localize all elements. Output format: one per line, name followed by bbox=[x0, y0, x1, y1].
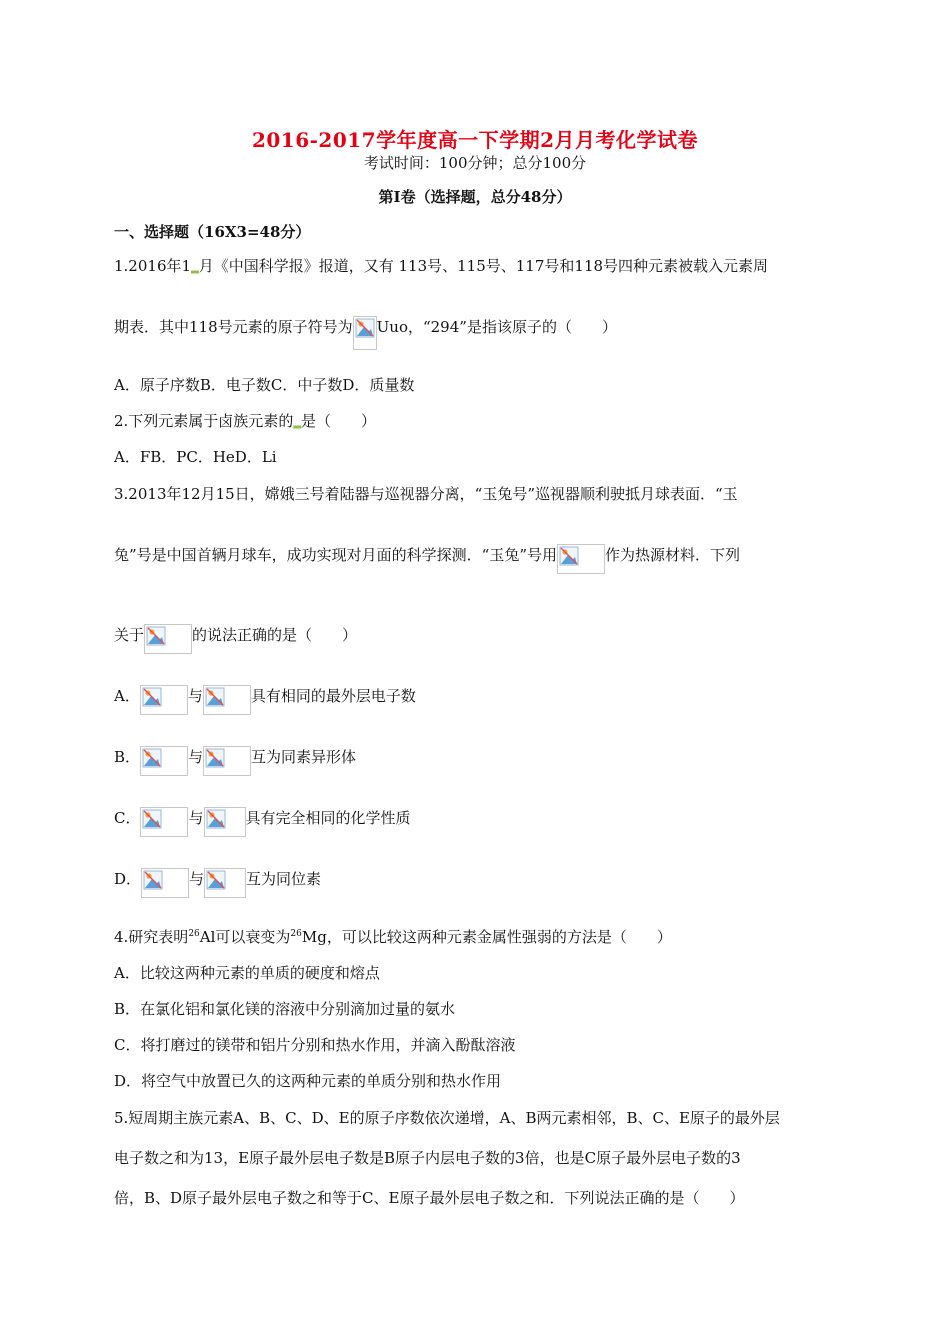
question-1-text-d: Uuo，“294”是指该原子的（ ） bbox=[376, 318, 617, 336]
section-heading: 一、选择题（16X3=48分） bbox=[114, 223, 311, 241]
broken-image-icon bbox=[140, 685, 188, 715]
option-text: 具有相同的最外层电子数 bbox=[250, 687, 416, 705]
question-1-text-a: 1.2016年1 bbox=[114, 257, 192, 275]
question-3-text-d: 的说法正确的是（ ） bbox=[192, 626, 358, 644]
broken-image-icon bbox=[353, 316, 377, 350]
question-4-text-b: Al可以衰变为 bbox=[199, 928, 291, 946]
question-2-stem bbox=[114, 410, 376, 431]
question-3-line-2 bbox=[114, 544, 740, 574]
option-connector: 与 bbox=[187, 687, 203, 705]
question-1-options: A．原子序数B．电子数C．中子数D．质量数 bbox=[114, 376, 415, 394]
exam-title: 2016-2017学年度高一下学期2月月考化学试卷 bbox=[251, 128, 699, 152]
option-label: B． bbox=[114, 748, 141, 766]
broken-image-icon bbox=[204, 807, 246, 837]
question-3-option-d bbox=[114, 868, 321, 898]
exam-info: 考试时间：100分钟；总分100分 bbox=[363, 154, 587, 172]
question-1-text-c: 期表．其中118号元素的原子符号为 bbox=[114, 318, 353, 336]
question-3-text-c: 关于 bbox=[114, 626, 145, 644]
question-1-text-b: 月《中国科学报》报道，又有 113号、115号、117号和118号四种元素被载入元素周 bbox=[198, 257, 769, 275]
question-4-text-c: Mg，可以比较这两种元素金属性强弱的方法是（ ） bbox=[301, 928, 672, 946]
question-3-line-1: 3.2013年12月15日，嫦娥三号着陆器与巡视器分离，“玉兔号”巡视器顺利驶抵月球表面．“玉 bbox=[114, 485, 738, 503]
option-label: C． bbox=[114, 809, 141, 827]
mass-number: 26 bbox=[290, 929, 302, 939]
option-connector: 与 bbox=[189, 870, 205, 888]
question-3-option-a bbox=[114, 685, 416, 715]
question-5-line-3: 倍，B、D原子最外层电子数之和等于C、E原子最外层电子数之和．下列说法正确的是（ ） bbox=[114, 1189, 745, 1207]
edit-mark-icon: ▂ bbox=[293, 418, 302, 429]
edit-mark-icon: ▂ bbox=[191, 263, 199, 274]
broken-image-icon bbox=[203, 685, 251, 715]
question-3-option-c bbox=[114, 807, 411, 837]
question-2-text-b: 是（ ） bbox=[301, 412, 377, 430]
broken-image-icon bbox=[141, 868, 189, 898]
option-text: 具有完全相同的化学性质 bbox=[245, 809, 411, 827]
question-4-text-a: 4.研究表明 bbox=[114, 928, 189, 946]
question-3-text-a: 兔”号是中国首辆月球车，成功实现对月面的科学探测．“玉兔”号用 bbox=[114, 546, 558, 564]
question-3-line-3 bbox=[114, 624, 357, 654]
question-4-stem bbox=[114, 926, 672, 947]
option-connector: 与 bbox=[188, 809, 204, 827]
question-1-line-1 bbox=[114, 255, 768, 276]
question-3-option-b bbox=[114, 746, 356, 776]
question-4-option-b: B．在氯化铝和氯化镁的溶液中分别滴加过量的氨水 bbox=[114, 1000, 456, 1018]
question-4-option-d: D．将空气中放置已久的这两种元素的单质分别和热水作用 bbox=[114, 1072, 502, 1090]
option-label: A． bbox=[114, 687, 140, 705]
question-5-line-2: 电子数之和为13，E原子最外层电子数是B原子内层电子数的3倍，也是C原子最外层电子数的3 bbox=[114, 1149, 741, 1167]
mass-number: 26 bbox=[188, 929, 200, 939]
broken-image-icon bbox=[140, 807, 188, 837]
option-label: D． bbox=[114, 870, 142, 888]
broken-image-icon bbox=[140, 746, 188, 776]
question-3-text-b: 作为热源材料．下列 bbox=[605, 546, 741, 564]
volume-heading: 第Ⅰ卷（选择题，总分48分） bbox=[378, 188, 572, 206]
question-1-line-2 bbox=[114, 316, 617, 350]
question-4-option-a: A．比较这两种元素的单质的硬度和熔点 bbox=[114, 964, 380, 982]
question-5-line-1: 5.短周期主族元素A、B、C、D、E的原子序数依次递增，A、B两元素相邻，B、C、E原子的最外层 bbox=[114, 1109, 780, 1127]
broken-image-icon bbox=[144, 624, 192, 654]
option-text: 互为同位素 bbox=[246, 870, 322, 888]
broken-image-icon bbox=[204, 868, 246, 898]
option-text: 互为同素异形体 bbox=[251, 748, 357, 766]
question-2-text-a: 2.下列元素属于卤族元素的 bbox=[114, 412, 294, 430]
question-2-options: A．FB．PC．HeD．Li bbox=[114, 448, 277, 466]
broken-image-icon bbox=[203, 746, 251, 776]
question-4-option-c: C．将打磨过的镁带和铝片分别和热水作用，并滴入酚酞溶液 bbox=[114, 1036, 516, 1054]
option-connector: 与 bbox=[188, 748, 204, 766]
broken-image-icon bbox=[557, 544, 605, 574]
